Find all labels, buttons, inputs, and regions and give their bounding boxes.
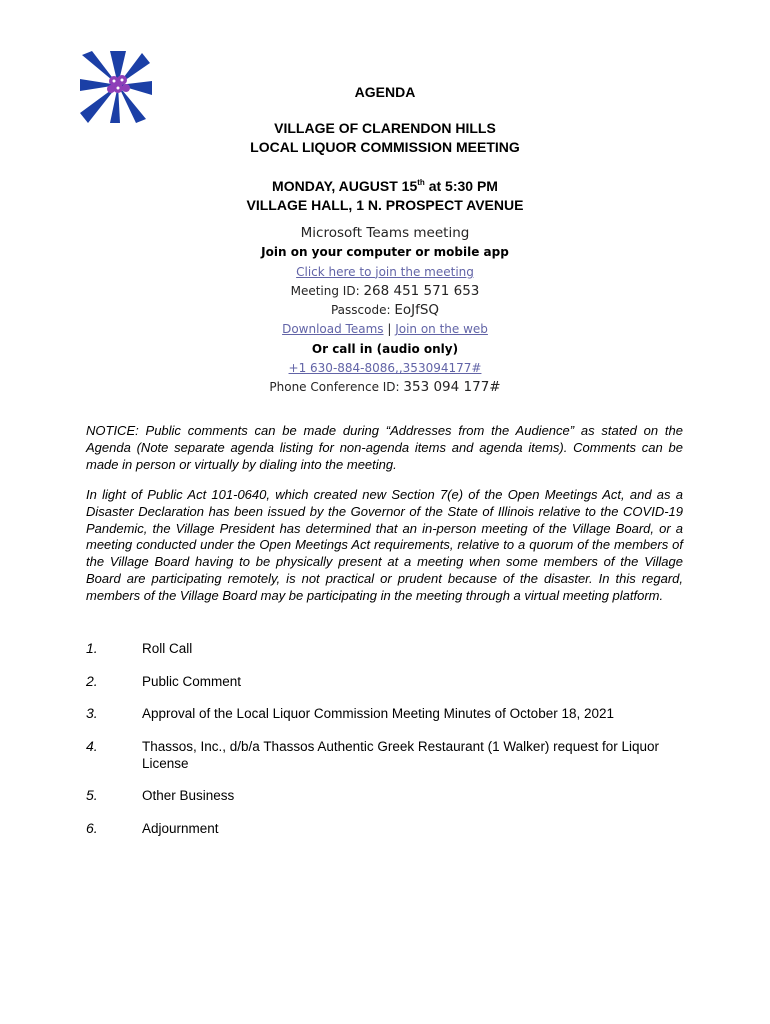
join-meeting-link[interactable]: Click here to join the meeting [296,264,474,279]
join-web-link[interactable]: Join on the web [395,322,488,337]
meeting-location: VILLAGE HALL, 1 N. PROSPECT AVENUE [246,197,524,213]
agenda-items [86,640,686,852]
list-item: 4. Thassos, Inc., d/b/a Thassos Authentic Greek Restaurant (1 Walker) request for Liquor License [86,737,659,771]
list-item: 1. Roll Call [86,640,193,656]
conference-id: 353 094 177# [403,379,501,396]
download-line: Download Teams | Join on the web [282,322,488,337]
conference-id-line: Phone Conference ID: 353 094 177# [269,379,501,396]
agenda-heading: AGENDA [354,84,416,100]
list-item: 5. Other Business [86,787,235,803]
passcode: EoJfSQ [394,302,440,319]
phone-link[interactable]: +1 630-884-8086,,353094177# [288,361,482,376]
date-block [0,173,770,215]
meeting-id-line: Meeting ID: 268 451 571 653 [290,282,480,299]
teams-title: Microsoft Teams meeting [300,225,470,241]
list-item: 2. Public Comment [86,672,242,689]
list-item: 3. Approval of the Local Liquor Commission Meeting Minutes of October 18, 2021 [86,705,615,721]
meeting-type: LOCAL LIQUOR COMMISSION MEETING [250,139,520,155]
public-act-paragraph: In light of Public Act 101-0640, which created new Section 7(e) of the Open Meetings Act, and as a Disaster Declaration has been issued by the Governor of the State of Illinois relative to the COVID-19 Pandemic, the Village President has determined that an in-person meeting of the Village Board, or a meeting conducted under the Open Meetings Act requirements, relative to a quorum of the members of the Village Board having to be physically present at a meeting when some members of the Village Board are participating remotely, is not practical or prudent because of the disaster. In this regard, members of the Village Board may be participating in the meeting through a virtual meeting platform. [86,487,683,603]
download-teams-link[interactable]: Download Teams [282,322,384,337]
notice-paragraph: NOTICE: Public comments can be made during “Addresses from the Audience” as stated on the Agenda (Note separate agenda listing for non-agenda items and agenda items). Comments can be made in person or virtually by dialing into the meeting. [86,423,683,472]
call-heading: Or call in (audio only) [311,341,459,356]
village-name: VILLAGE OF CLARENDON HILLS [274,120,496,136]
teams-meeting-info [0,224,770,398]
meeting-id: 268 451 571 653 [363,282,480,299]
title-block [0,119,770,157]
passcode-line: Passcode: EoJfSQ [330,302,440,319]
list-item: 6. Adjournment [86,819,219,836]
join-heading: Join on your computer or mobile app [261,245,509,260]
meeting-date: MONDAY, AUGUST 15th at 5:30 PM [272,178,498,194]
